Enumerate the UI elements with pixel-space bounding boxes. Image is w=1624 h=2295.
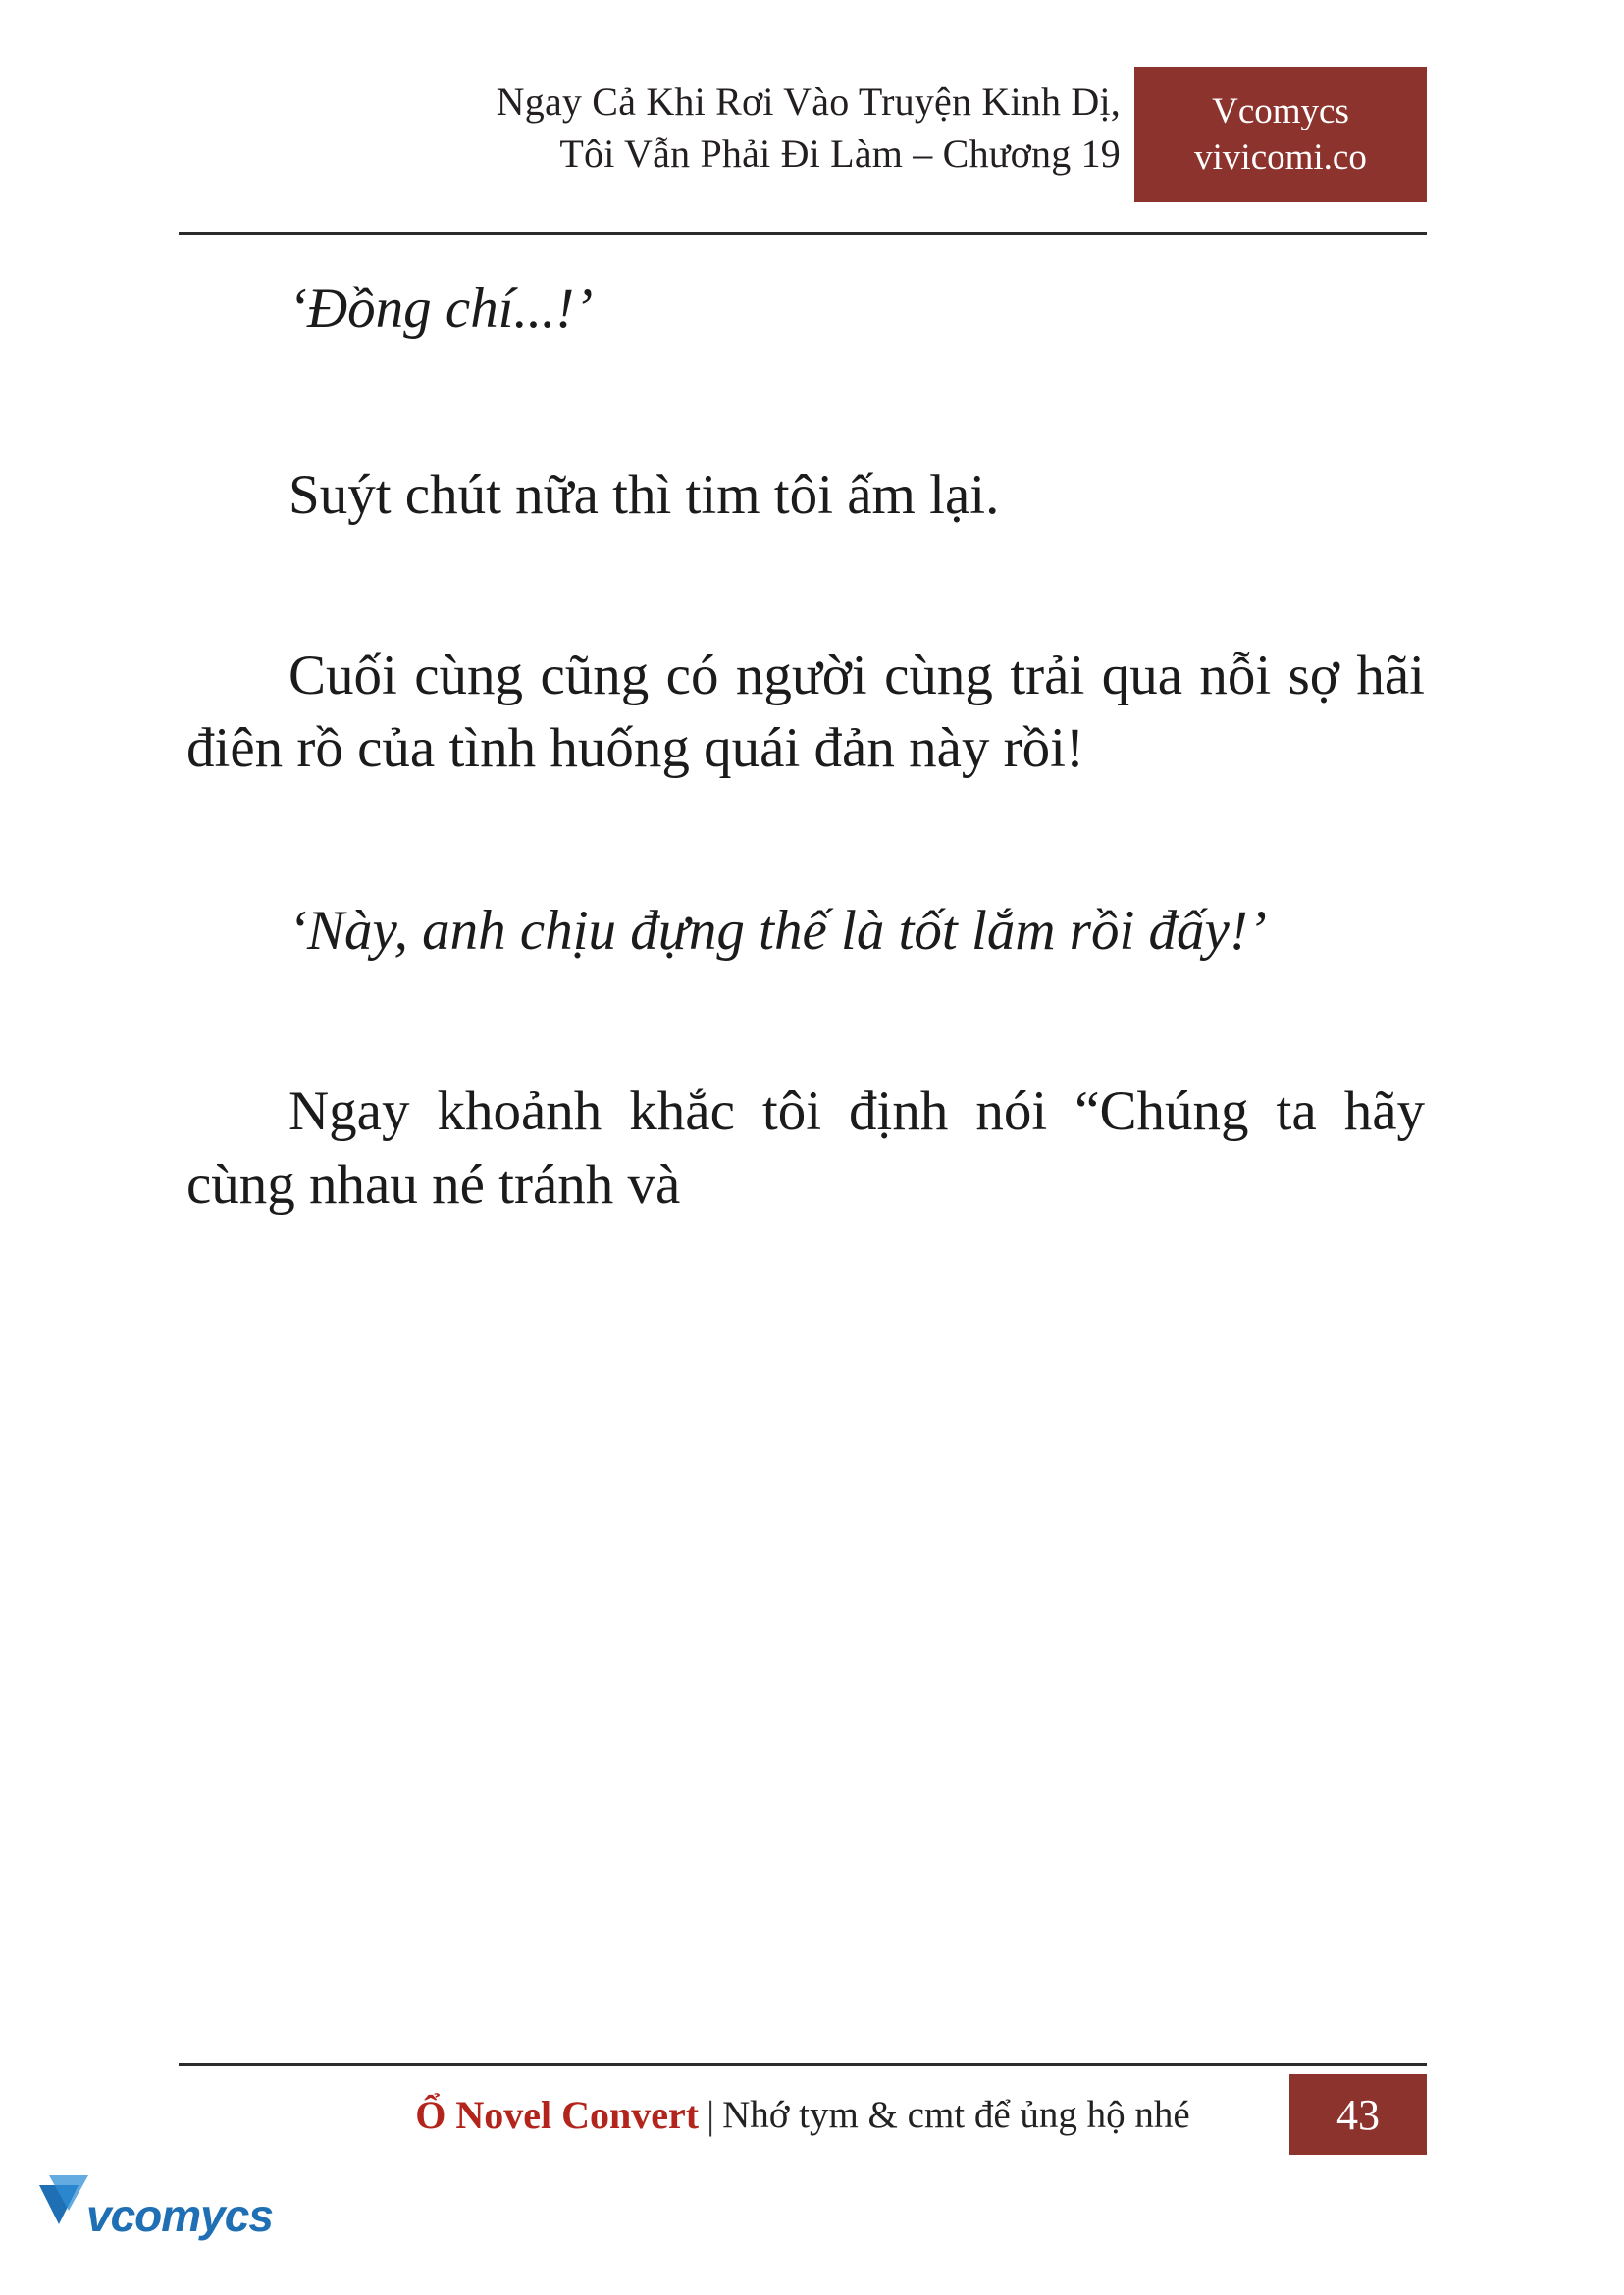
site-badge[interactable]: [1134, 67, 1427, 202]
paragraph: Suýt chút nữa thì tim tôi ấm lại.: [288, 464, 1000, 527]
page-header: [179, 77, 1427, 232]
vcomycs-watermark: [33, 2171, 273, 2266]
page-footer: [179, 2078, 1427, 2151]
footer-brand: Ổ Novel Convert: [415, 2092, 700, 2137]
page-header-title: [267, 77, 1121, 181]
paragraph: ‘Đồng chí...!’: [288, 278, 594, 339]
paragraph: Cuối cùng cũng có người cùng trải qua nỗi sợ hãi điên rồ của tình huống quái đản này rồi!: [186, 645, 1425, 780]
footer-note: Nhớ tym & cmt để ủng hộ nhé: [722, 2093, 1190, 2136]
footer-separator: |: [707, 2092, 715, 2137]
paragraph: ‘Này, anh chịu đựng thế là tốt lắm rồi đấy!’: [288, 900, 1267, 963]
footer-divider: [179, 2063, 1427, 2066]
site-badge-url: vivicomi.co: [1194, 137, 1367, 178]
watermark-label: vcomycs: [86, 2190, 273, 2241]
footer-credit: [179, 2078, 1427, 2151]
paragraph: Ngay khoảnh khắc tôi định nói “Chúng ta hãy cùng nhau né tránh và: [186, 1080, 1425, 1216]
page-content: [186, 273, 1425, 1222]
page-number-badge: 43: [1289, 2074, 1427, 2155]
header-divider: [179, 232, 1427, 235]
site-badge-name: Vcomycs: [1212, 90, 1349, 131]
header-title-line-2: Tôi Vẫn Phải Đi Làm – Chương 19: [559, 130, 1121, 176]
header-title-line-1: Ngay Cả Khi Rơi Vào Truyện Kinh Dị,: [496, 79, 1121, 124]
